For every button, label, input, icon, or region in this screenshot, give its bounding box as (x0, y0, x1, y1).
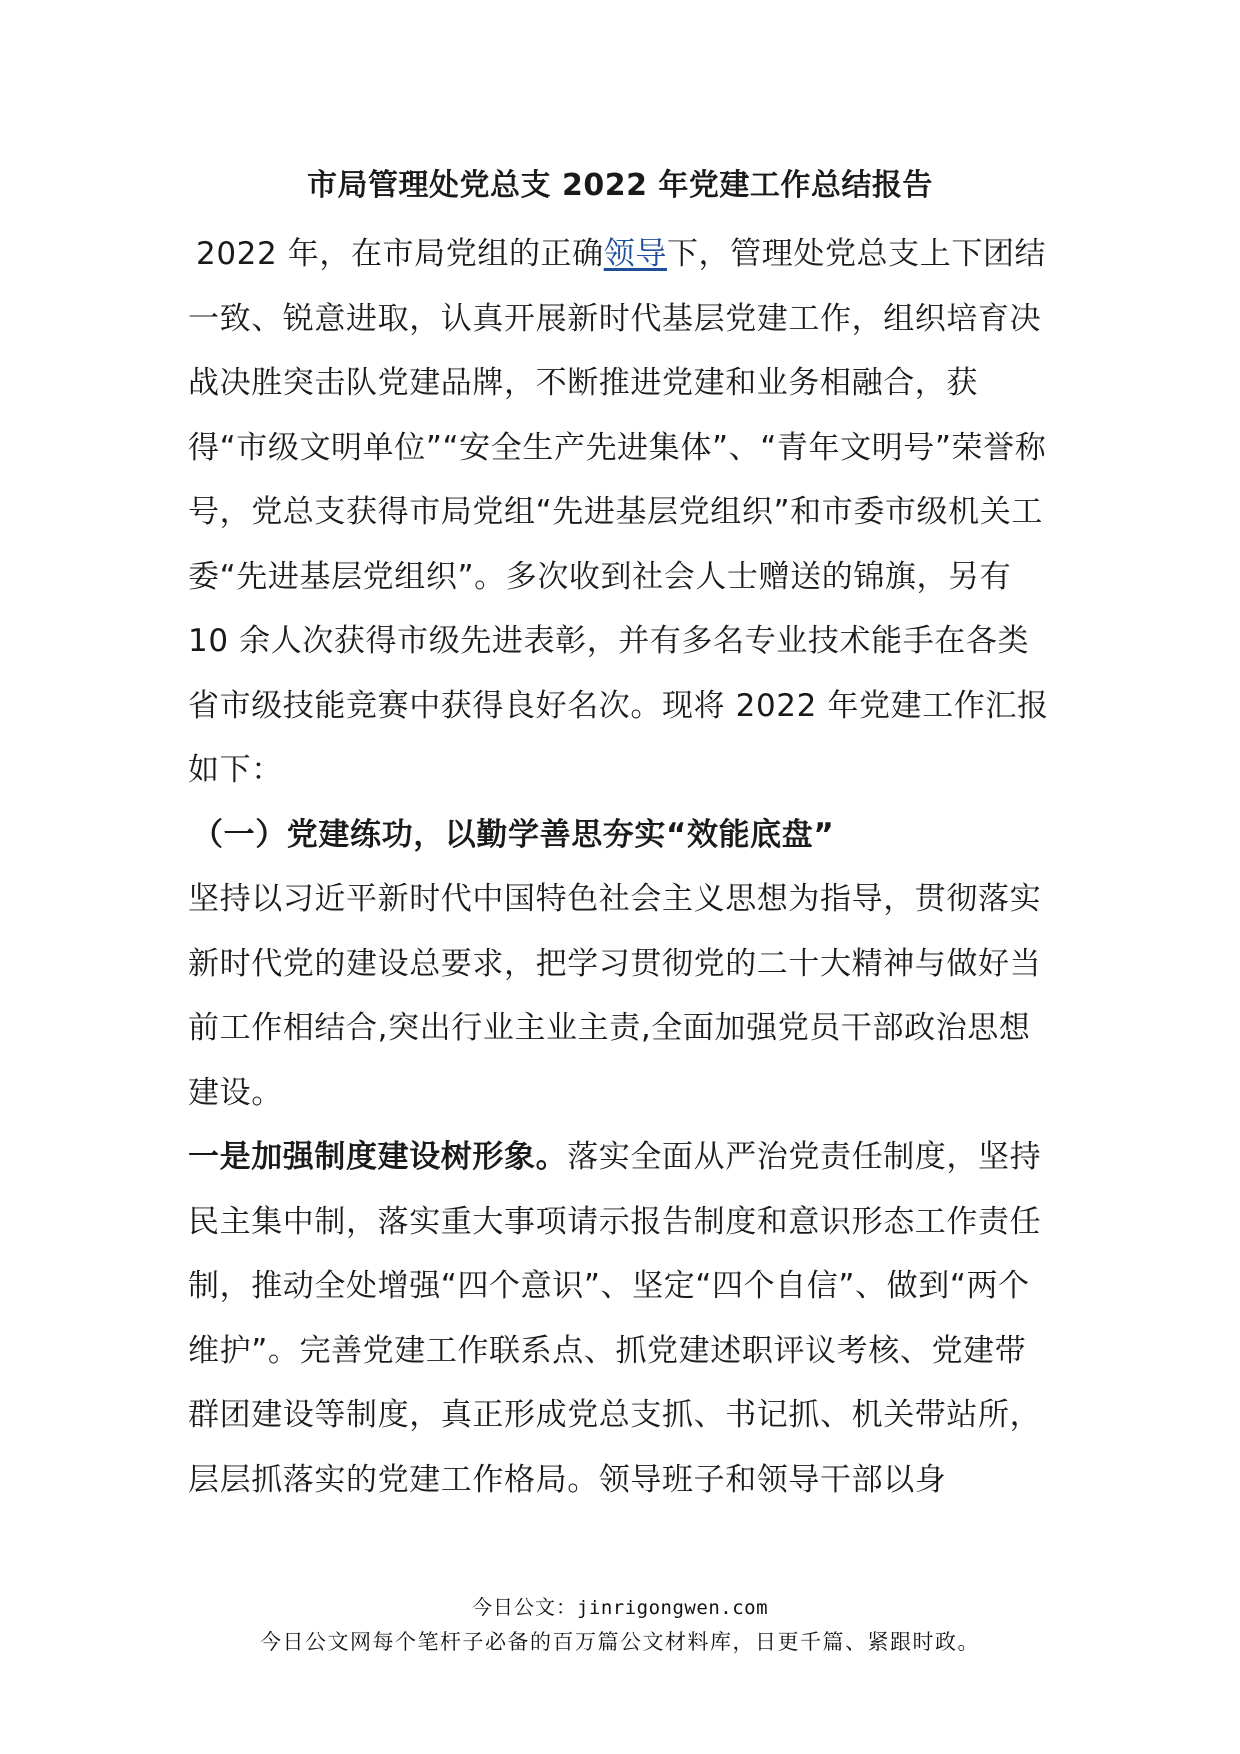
point-text-1: 落实全面从严治党责任制度，坚持民主集中制，落实重大事项请示报告制度和意识形态工作责任制，推动全处增强“四个意识”、坚定“四个自信”、做到“两个维护”。完善党建工作联系点、抓党建述职评议考核、党建带群团建设等制度，真正形成党总支抓、书记抓、机关带站所，层层抓落实的党建工作格局。领导班子和领导干部以身 (188, 1139, 1042, 1498)
footer-site-label: 今日公文： (471, 1595, 577, 1619)
leadership-link[interactable]: 领导 (603, 236, 667, 272)
intro-text-start: 2022 年，在市局党组的正确 (196, 236, 604, 272)
point-paragraph-1 (188, 1125, 1056, 1512)
footer-site (0, 1593, 1240, 1622)
intro-text-rest: 下，管理处党总支上下团结一致、锐意进取，认真开展新时代基层党建工作，组织培育决战决胜突击队党建品牌，不断推进党建和业务相融合，获得“市级文明单位”“安全生产先进集体”、“青年文明号”荣誉称号，党总支获得市局党组“先进基层党组织”和市委市级机关工委“先进基层党组织”。多次收到社会人士赠送的锦旗，另有 10 余人次获得市级先进表彰，并有多名专业技术能手在各类省市级技能竞赛中获得良好名次。现将 2022 年党建工作汇报如下： (188, 236, 1049, 788)
footer-slogan: 今日公文网每个笔杆子必备的百万篇公文材料库，日更千篇、紧跟时政。 (260, 1630, 980, 1654)
point-lead-1: 一是加强制度建设树形象。 (188, 1139, 568, 1175)
section-heading-1: （一）党建练功，以勤学善思夯实“效能底盘” (192, 816, 835, 853)
document-title: 市局管理处党总支 2022 年党建工作总结报告 (307, 168, 933, 203)
footer-site-url[interactable]: jinrigongwen.com (576, 1597, 769, 1619)
document-body (188, 222, 1056, 1512)
intro-paragraph (188, 222, 1056, 803)
section-paragraph-1: 坚持以习近平新时代中国特色社会主义思想为指导，贯彻落实新时代党的建设总要求，把学习贯彻党的二十大精神与做好当前工作相结合,突出行业主业主责,全面加强党员干部政治思想建设。 (188, 881, 1042, 1111)
